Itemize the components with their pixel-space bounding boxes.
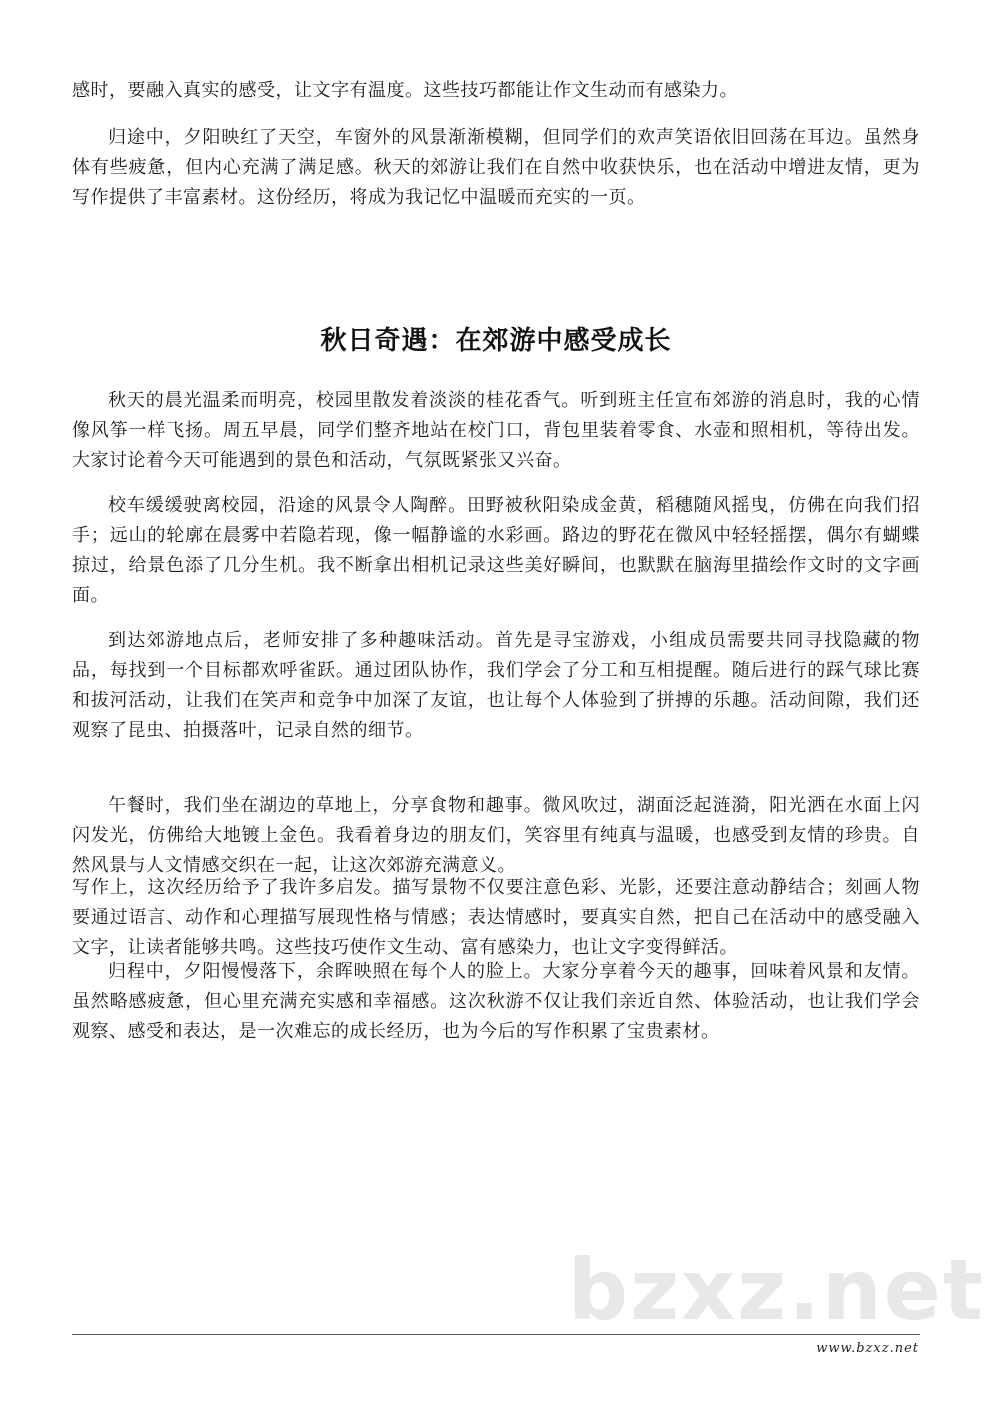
article-paragraph-4: 午餐时，我们坐在湖边的草地上，分享食物和趣事。微风吹过，湖面泛起涟漪，阳光洒在水面上闪闪发光，仿佛给大地镀上金色。我看着身边的朋友们，笑容里有纯真与温暖，也感受到友情的珍贵。自然风景与人文情感交织在一起，让这次郊游充满意义。 — [72, 795, 920, 876]
footer-url: www.bzxz.net — [816, 1341, 919, 1356]
article-paragraph-3: 到达郊游地点后，老师安排了多种趣味活动。首先是寻宝游戏，小组成员需要共同寻找隐藏的物品，每找到一个目标都欢呼雀跃。通过团队协作，我们学会了分工和互相提醒。随后进行的踩气球比赛和拔河活动，让我们在笑声和竞争中加深了友谊，也让每个人体验到了拼搏的乐趣。活动间隙，我们还观察了昆虫、拍摄落叶，记录自然的细节。 — [72, 630, 920, 741]
site-watermark: bzxz.net — [568, 1241, 985, 1339]
footer-divider — [72, 1334, 920, 1335]
article-paragraph-6: 归程中，夕阳慢慢落下，余晖映照在每个人的脸上。大家分享着今天的趣事，回味着风景和友情。虽然略感疲惫，但心里充满充实感和幸福感。这次秋游不仅让我们亲近自然、体验活动，也让我们学会观察、感受和表达，是一次难忘的成长经历，也为今后的写作积累了宝贵素材。 — [72, 961, 920, 1042]
article-title: 秋日奇遇：在郊游中感受成长 — [320, 326, 672, 356]
previous-article-fragment: 感时，要融入真实的感受，让文字有温度。这些技巧都能让作文生动而有感染力。 — [72, 80, 738, 101]
previous-article-closing: 归途中，夕阳映红了天空，车窗外的风景渐渐模糊，但同学们的欢声笑语依旧回荡在耳边。虽然身体有些疲惫，但内心充满了满足感。秋天的郊游让我们在自然中收获快乐，也在活动中增进友情，更为写作提供了丰富素材。这份经历，将成为我记忆中温暖而充实的一页。 — [72, 127, 920, 208]
article-paragraph-5: 写作上，这次经历给予了我许多启发。描写景物不仅要注意色彩、光影，还要注意动静结合；刻画人物要通过语言、动作和心理描写展现性格与情感；表达情感时，要真实自然，把自己在活动中的感受融入文字，让读者能够共鸣。这些技巧使作文生动、富有感染力，也让文字变得鲜活。 — [72, 877, 920, 958]
article-paragraph-1: 秋天的晨光温柔而明亮，校园里散发着淡淡的桂花香气。听到班主任宣布郊游的消息时，我的心情像风筝一样飞扬。周五早晨，同学们整齐地站在校门口，背包里装着零食、水壶和照相机，等待出发。大家讨论着今天可能遇到的景色和活动，气氛既紧张又兴奋。 — [72, 390, 920, 471]
article-paragraph-2: 校车缓缓驶离校园，沿途的风景令人陶醉。田野被秋阳染成金黄，稻穗随风摇曳，仿佛在向我们招手；远山的轮廓在晨雾中若隐若现，像一幅静谧的水彩画。路边的野花在微风中轻轻摇摆，偶尔有蝴蝶掠过，给景色添了几分生机。我不断拿出相机记录这些美好瞬间，也默默在脑海里描绘作文时的文字画面。 — [72, 495, 920, 606]
